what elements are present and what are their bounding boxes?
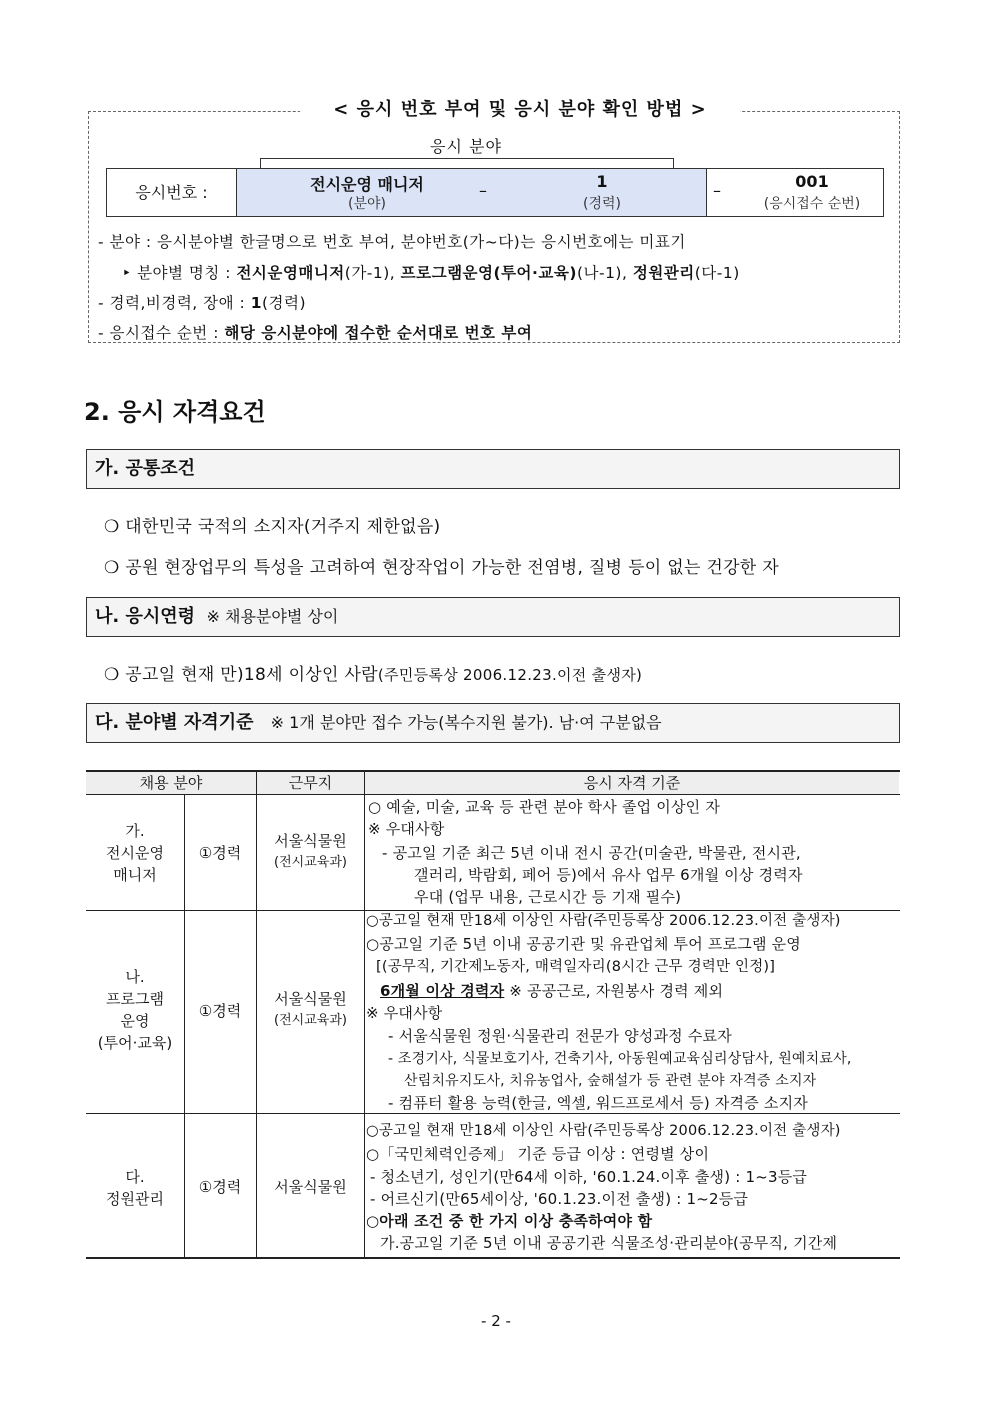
row3-line-6: 가.공고일 기준 5년 이내 공공기관 식물조성·관리분야(공무직, 기간제 bbox=[380, 1234, 838, 1252]
field-part-main: 전시운영 매니저 bbox=[310, 175, 424, 194]
row2-dept: (전시교육과) bbox=[274, 1013, 347, 1028]
row1-line-2: ※ 우대사항 bbox=[368, 820, 445, 838]
row1-dept: (전시교육과) bbox=[274, 855, 347, 870]
career-part-main: 1 bbox=[596, 172, 608, 191]
row1-field-2: 전시운영 bbox=[106, 844, 164, 862]
row2-line-3: [(공무직, 기간제노동자, 매력일자리(8시간 근무 경력만 인정)] bbox=[376, 959, 776, 975]
table-header-criteria: 응시 자격 기준 bbox=[365, 772, 899, 794]
row3-line-5: ○아래 조건 중 한 가지 이상 충족하여야 함 bbox=[366, 1212, 653, 1230]
common-item-1: ❍ 대한민국 국적의 소지자(거주지 제한없음) bbox=[104, 517, 441, 537]
row3-field-2: 정원관리 bbox=[106, 1190, 164, 1208]
field-label: 응시 분야 bbox=[430, 137, 502, 156]
row2-line-6: - 서울식물원 정원·식물관리 전문가 양성과정 수료자 bbox=[388, 1027, 732, 1045]
dash-2: – bbox=[713, 181, 721, 200]
row2-line-1: ○공고일 현재 만18세 이상인 사람(주민등록상 2006.12.23.이전 출생자) bbox=[366, 913, 841, 929]
application-number-label: 응시번호 : bbox=[107, 169, 237, 216]
subsection-age: 나. 응시연령 ※ 채용분야별 상이 bbox=[86, 597, 900, 637]
section-title: 2. 응시 자격요건 bbox=[84, 398, 266, 426]
subsection-common: 가. 공통조건 bbox=[86, 449, 900, 489]
sequence-part-sub: (응시접수 순번) bbox=[763, 196, 861, 212]
subsection-criteria: 다. 분야별 자격기준 ※ 1개 분야만 접수 가능(복수지원 불가). 남·여 구분없음 bbox=[86, 703, 900, 743]
info-line-1: - 분야 : 응시분야별 한글명으로 번호 부여, 분야번호(가~다)는 응시번호에는 미표기 bbox=[98, 233, 686, 251]
row1-field-3: 매니저 bbox=[113, 866, 157, 884]
row3-type: ①경력 bbox=[198, 1178, 242, 1196]
info-line-2: ‣ 분야별 명칭 : 전시운영매니저(가-1), 프로그램운영(투어·교육)(나-1), 정원관리(다-1) bbox=[122, 264, 740, 282]
row2-line-4: 6개월 이상 경력자 ※ 공공근로, 자원봉사 경력 제외 bbox=[380, 982, 724, 1000]
age-item: ❍ 공고일 현재 만)18세 이상인 사람(주민등록상 2006.12.23.이전 출생자) bbox=[104, 665, 643, 685]
row2-line-8: 산림치유지도사, 치유농업사, 숲해설가 등 관련 분야 자격증 소지자 bbox=[404, 1073, 817, 1089]
row1-line-1: ○ 예술, 미술, 교육 등 관련 분야 학사 졸업 이상인 자 bbox=[368, 798, 721, 816]
dash-1: – bbox=[479, 181, 487, 200]
row2-place: 서울식물원 bbox=[274, 990, 347, 1008]
info-line-4: - 응시접수 순번 : 해당 응시분야에 접수한 순서대로 번호 부여 bbox=[98, 324, 533, 342]
row1-field-1: 가. bbox=[125, 822, 145, 840]
row1-line-4: 갤러리, 박람회, 페어 등)에서 유사 업무 6개월 이상 경력자 bbox=[414, 866, 803, 884]
application-number-table bbox=[106, 168, 884, 217]
sequence-part-main: 001 bbox=[795, 172, 829, 191]
table-header-place: 근무지 bbox=[257, 772, 364, 794]
row3-place: 서울식물원 bbox=[274, 1178, 347, 1196]
row2-field-2: 프로그램 bbox=[106, 990, 164, 1008]
row3-line-1: ○공고일 현재 만18세 이상인 사람(주민등록상 2006.12.23.이전 출생자) bbox=[366, 1123, 841, 1139]
row3-line-3: - 청소년기, 성인기(만64세 이하, '60.1.24.이후 출생) : 1~3등급 bbox=[370, 1168, 808, 1186]
row2-field-4: (투어·교육) bbox=[97, 1034, 173, 1052]
row2-type: ①경력 bbox=[198, 1002, 242, 1020]
page-number: - 2 - bbox=[481, 1312, 511, 1330]
row2-line-9: - 컴퓨터 활용 능력(한글, 엑셀, 워드프로세서 등) 자격증 소지자 bbox=[388, 1094, 808, 1112]
row2-field-1: 나. bbox=[125, 968, 145, 986]
row3-field-1: 다. bbox=[125, 1168, 145, 1186]
row1-line-3: - 공고일 기준 최근 5년 이내 전시 공간(미술관, 박물관, 전시관, bbox=[382, 844, 801, 862]
row2-line-5: ※ 우대사항 bbox=[366, 1004, 443, 1022]
row1-type: ①경력 bbox=[198, 844, 242, 862]
numbering-box-title: < 응시 번호 부여 및 응시 분야 확인 방법 > bbox=[300, 96, 740, 124]
row2-field-3: 운영 bbox=[120, 1012, 150, 1030]
row1-line-5: 우대 (업무 내용, 근로시간 등 기재 필수) bbox=[414, 888, 682, 906]
row2-line-7: - 조경기사, 식물보호기사, 건축기사, 아동원예교육심리상담사, 원예치료사, bbox=[388, 1051, 852, 1067]
common-item-2: ❍ 공원 현장업무의 특성을 고려하여 현장작업이 가능한 전염병, 질병 등이 없는 건강한 자 bbox=[104, 558, 779, 578]
row3-line-2: ○「국민체력인증제」 기준 등급 이상 : 연령별 상이 bbox=[366, 1145, 710, 1163]
table-header-field: 채용 분야 bbox=[86, 772, 256, 794]
info-line-3: - 경력,비경력, 장애 : 1(경력) bbox=[98, 294, 307, 312]
row2-line-2: ○공고일 기준 5년 이내 공공기관 및 유관업체 투어 프로그램 운영 bbox=[366, 935, 801, 953]
row1-place: 서울식물원 bbox=[274, 832, 347, 850]
field-bracket bbox=[260, 158, 674, 168]
row3-line-4: - 어르신기(만65세이상, '60.1.23.이전 출생) : 1~2등급 bbox=[370, 1190, 749, 1208]
field-part-sub: (분야) bbox=[348, 196, 386, 212]
career-part-sub: (경력) bbox=[583, 196, 621, 212]
